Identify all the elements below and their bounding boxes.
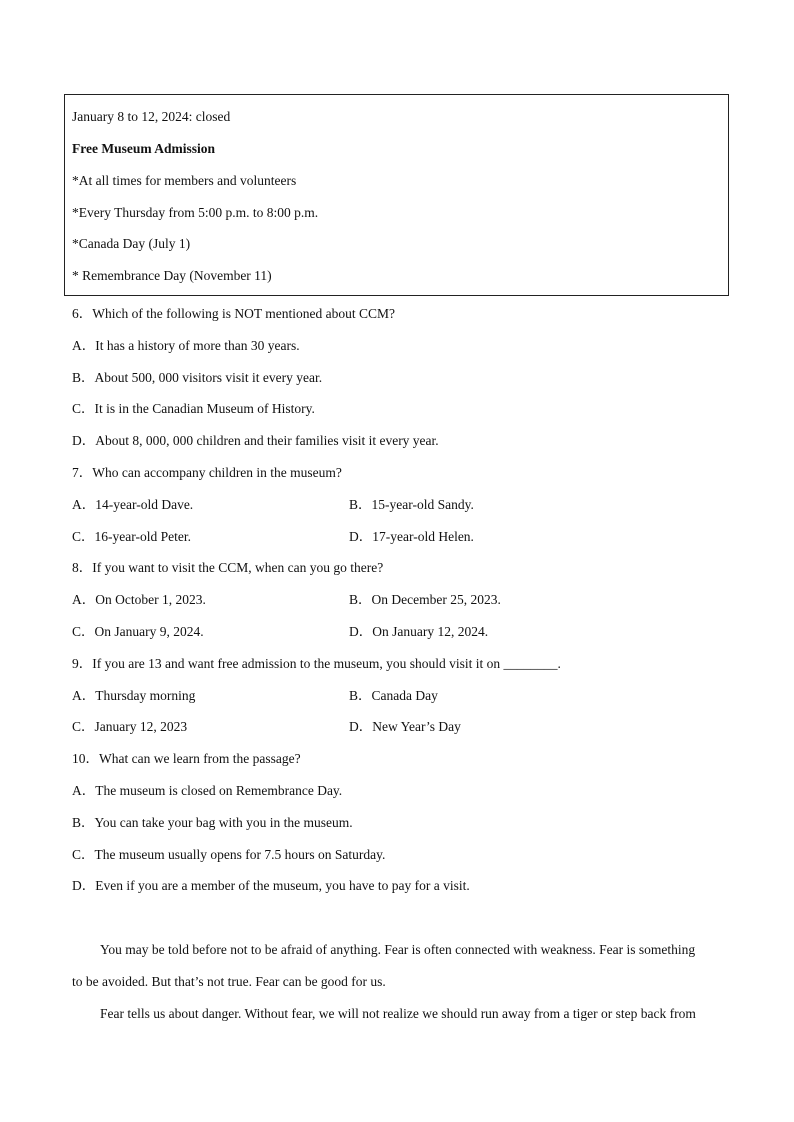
question-8-stem: 8．If you want to visit the CCM, when can you go there? [72, 560, 384, 575]
question-8-option-d: D．On January 12, 2024. [349, 624, 489, 639]
passage-paragraph-1-line-1: You may be told before not to be afraid of anything. Fear is often connected with weakness. Fear is something [100, 942, 696, 957]
question-10-option-a: A．The museum is closed on Remembrance Day. [72, 783, 343, 798]
question-9-option-a: A．Thursday morning [72, 688, 196, 703]
question-6-stem: 6．Which of the following is NOT mentioned about CCM? [72, 306, 395, 321]
question-8-option-c: C．On January 9, 2024. [72, 624, 204, 639]
question-7-stem: 7．Who can accompany children in the museum? [72, 465, 342, 480]
question-10-stem: 10．What can we learn from the passage? [72, 751, 301, 766]
closed-dates-line: January 8 to 12, 2024: closed [72, 109, 231, 124]
question-6-option-d: D．About 8, 000, 000 children and their families visit it every year. [72, 433, 439, 448]
question-9-option-b: B．Canada Day [349, 688, 438, 703]
question-8-option-b: B．On December 25, 2023. [349, 592, 501, 607]
free-admission-item: * Remembrance Day (November 11) [72, 268, 272, 283]
question-10-option-b: B．You can take your bag with you in the museum. [72, 815, 353, 830]
free-admission-item: *At all times for members and volunteers [72, 173, 297, 188]
free-admission-heading: Free Museum Admission [72, 141, 216, 156]
question-10-option-d: D．Even if you are a member of the museum, you have to pay for a visit. [72, 878, 470, 893]
question-7-option-d: D．17-year-old Helen. [349, 529, 474, 544]
question-6-option-c: C．It is in the Canadian Museum of History. [72, 401, 315, 416]
question-9-option-d: D．New Year’s Day [349, 719, 461, 734]
question-7-option-b: B．15-year-old Sandy. [349, 497, 474, 512]
question-6-option-b: B．About 500, 000 visitors visit it every year. [72, 370, 323, 385]
question-10-option-c: C．The museum usually opens for 7.5 hours on Saturday. [72, 847, 386, 862]
free-admission-item: *Every Thursday from 5:00 p.m. to 8:00 p.m. [72, 205, 319, 220]
passage-paragraph-2-line-1: Fear tells us about danger. Without fear, we will not realize we should run away from a tiger or step back from [100, 1006, 696, 1021]
question-9-stem: 9．If you are 13 and want free admission to the museum, you should visit it on ________. [72, 656, 561, 671]
question-7-option-a: A．14-year-old Dave. [72, 497, 194, 512]
free-admission-item: *Canada Day (July 1) [72, 236, 191, 251]
question-6-option-a: A．It has a history of more than 30 years. [72, 338, 300, 353]
passage-paragraph-1-line-2: to be avoided. But that’s not true. Fear can be good for us. [72, 974, 386, 989]
question-9-option-c: C．January 12, 2023 [72, 719, 188, 734]
question-8-option-a: A．On October 1, 2023. [72, 592, 206, 607]
question-7-option-c: C．16-year-old Peter. [72, 529, 191, 544]
